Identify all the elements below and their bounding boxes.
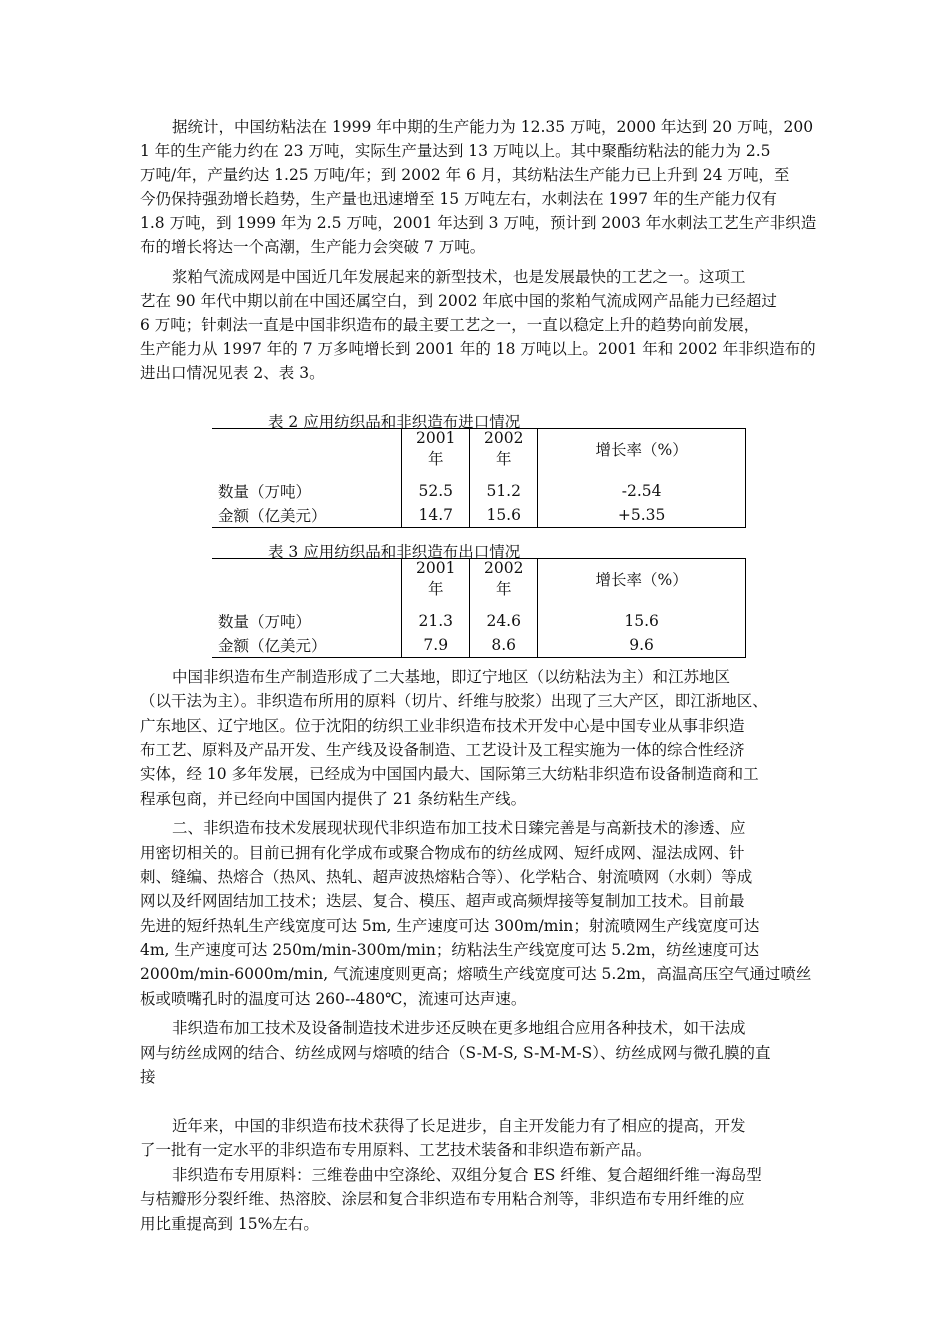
paragraph-5-line: 接 xyxy=(140,1068,156,1086)
table-row-label: 金额（亿美元） xyxy=(212,633,402,658)
table-cell: 15.6 xyxy=(538,609,746,633)
table-cell: 8.6 xyxy=(470,633,538,658)
paragraph-6-line: 了一批有一定水平的非织造布专用原料、工艺技术装备和非织造布新产品。 xyxy=(140,1141,652,1159)
table-3-caption: 表 3 应用纺织品和非织造布出口情况 xyxy=(268,543,521,561)
paragraph-3-line: 实体，经 10 多年发展，已经成为中国国内最大、国际第三大纺粘非织造布设备制造商和工 xyxy=(140,765,759,783)
table-2-caption: 表 2 应用纺织品和非织造布进口情况 xyxy=(268,413,521,431)
table-row-label: 金额（亿美元） xyxy=(212,503,402,528)
paragraph-4-line: 4m, 生产速度可达 250m/min-300m/min；纺粘法生产线宽度可达 5.2m，纺丝速度可达 xyxy=(140,941,760,959)
paragraph-1-line: 1 年的生产能力约在 23 万吨，实际生产量达到 13 万吨以上。其中聚酯纺粘法的能力为 2.5 xyxy=(140,142,771,160)
table-header-cell: 2002 年 xyxy=(470,559,538,600)
table-header-cell: 2001 年 xyxy=(402,559,470,600)
paragraph-2-line: 浆粕气流成网是中国近几年发展起来的新型技术，也是发展最快的工艺之一。这项工 xyxy=(172,268,746,286)
paragraph-5-line: 非织造布加工技术及设备制造技术进步还反映在更多地组合应用各种技术，如干法成 xyxy=(172,1019,746,1037)
table-header-cell: 增长率（%） xyxy=(538,429,746,470)
table-cell: -2.54 xyxy=(538,479,746,503)
paragraph-4-line: 二、非织造布技术发展现状现代非织造布加工技术日臻完善是与高新技术的渗透、应 xyxy=(172,819,746,837)
table-cell: 15.6 xyxy=(470,503,538,528)
paragraph-2-line: 生产能力从 1997 年的 7 万多吨增长到 2001 年的 18 万吨以上。2001 年和 2002 年非织造布的 xyxy=(140,340,816,358)
export-table xyxy=(212,558,746,658)
table-header-cell: 2001 年 xyxy=(402,429,470,470)
paragraph-7-line: 非织造布专用原料：三维卷曲中空涤纶、双组分复合 ES 纤维、复合超细纤维一海岛型 xyxy=(172,1166,762,1184)
paragraph-7-line: 用比重提高到 15%左右。 xyxy=(140,1215,319,1233)
table-cell: 52.5 xyxy=(402,479,470,503)
table-cell: 14.7 xyxy=(402,503,470,528)
paragraph-2-line: 6 万吨；针刺法一直是中国非织造布的最主要工艺之一，一直以稳定上升的趋势向前发展， xyxy=(140,316,760,334)
table-header-cell: 增长率（%） xyxy=(538,559,746,600)
paragraph-4-line: 先进的短纤热轧生产线宽度可达 5m, 生产速度可达 300m/min；射流喷网生产线宽度可达 xyxy=(140,917,760,935)
paragraph-1-line: 万吨/年，产量约达 1.25 万吨/年；到 2002 年 6 月，其纺粘法生产能力已上升到 24 万吨，至 xyxy=(140,166,790,184)
paragraph-4-line: 板或喷嘴孔时的温度可达 260--480℃，流速可达声速。 xyxy=(140,990,527,1008)
paragraph-3-line: 广东地区、辽宁地区。位于沈阳的纺织工业非织造布技术开发中心是中国专业从事非织造 xyxy=(140,717,745,735)
table-header-cell xyxy=(212,429,402,470)
table-cell: 24.6 xyxy=(470,609,538,633)
paragraph-2-line: 艺在 90 年代中期以前在中国还属空白，到 2002 年底中国的浆粕气流成网产品能力已经超过 xyxy=(140,292,777,310)
paragraph-1-line: 1.8 万吨，到 1999 年为 2.5 万吨，2001 年达到 3 万吨，预计到 2003 年水刺法工艺生产非织造 xyxy=(140,214,817,232)
paragraph-1-line: 今仍保持强劲增长趋势，生产量也迅速增至 15 万吨左右，水刺法在 1997 年的生产能力仅有 xyxy=(140,190,777,208)
paragraph-4-line: 网以及纤网固结加工技术；迭层、复合、模压、超声或高频焊接等复制加工技术。目前最 xyxy=(140,892,745,910)
table-cell: 21.3 xyxy=(402,609,470,633)
paragraph-4-line: 用密切相关的。目前已拥有化学成布或聚合物成布的纺丝成网、短纤成网、湿法成网、针 xyxy=(140,844,745,862)
table-header-cell: 2002 年 xyxy=(470,429,538,470)
paragraph-2-line: 进出口情况见表 2、表 3。 xyxy=(140,364,325,382)
table-row-label: 数量（万吨） xyxy=(218,483,312,501)
paragraph-1-line: 据统计，中国纺粘法在 1999 年中期的生产能力为 12.35 万吨，2000 年达到 20 万吨，200 xyxy=(172,118,814,136)
table-row-label: 数量（万吨） xyxy=(218,613,312,631)
import-table xyxy=(212,428,746,528)
paragraph-7-line: 与桔瓣形分裂纤维、热溶胶、涂层和复合非织造布专用粘合剂等，非织造布专用纤维的应 xyxy=(140,1190,745,1208)
paragraph-1-line: 布的增长将达一个高潮，生产能力会突破 7 万吨。 xyxy=(140,238,486,256)
paragraph-4-line: 刺、缝编、热熔合（热风、热轧、超声波热熔粘合等）、化学粘合、射流喷网（水刺）等成 xyxy=(140,868,753,886)
table-cell: 9.6 xyxy=(538,633,746,658)
paragraph-3-line: （以干法为主）。非织造布所用的原料（切片、纤维与胶浆）出现了三大产区，即江浙地区、 xyxy=(140,692,768,710)
table-header-cell xyxy=(212,559,402,600)
table-cell: +5.35 xyxy=(538,503,746,528)
table-cell: 7.9 xyxy=(402,633,470,658)
paragraph-6-line: 近年来，中国的非织造布技术获得了长足进步，自主开发能力有了相应的提高，开发 xyxy=(172,1117,746,1135)
paragraph-3-line: 中国非织造布生产制造形成了二大基地，即辽宁地区（以纺粘法为主）和江苏地区 xyxy=(172,668,731,686)
paragraph-4-line: 2000m/min-6000m/min, 气流速度则更高；熔喷生产线宽度可达 5.2m，高温高压空气通过喷丝 xyxy=(140,965,812,983)
table-cell: 51.2 xyxy=(470,479,538,503)
paragraph-5-line: 网与纺丝成网的结合、纺丝成网与熔喷的结合（S-M-S, S-M-M-S）、纺丝成网与微孔膜的直 xyxy=(140,1044,771,1062)
paragraph-3-line: 程承包商，并已经向中国国内提供了 21 条纺粘生产线。 xyxy=(140,790,527,808)
paragraph-3-line: 布工艺、原料及产品开发、生产线及设备制造、工艺设计及工程实施为一体的综合性经济 xyxy=(140,741,745,759)
